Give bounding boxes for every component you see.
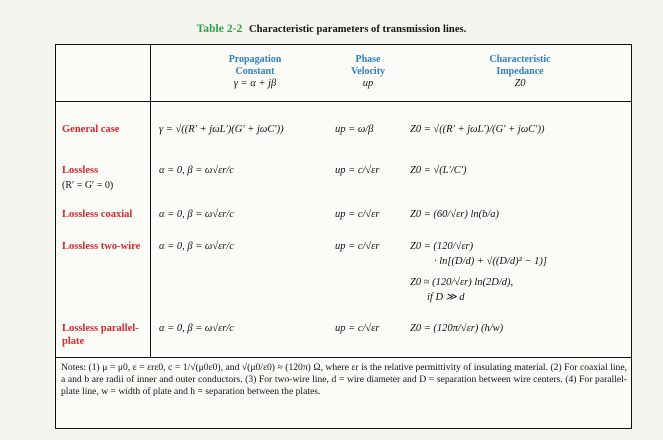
row-label-general-case: General case [62, 124, 120, 135]
header-characteristic-impedance: Characteristic Impedance Z0 [489, 54, 551, 89]
cell-lossless-propagation: α = 0, β = ω√εr/c [159, 165, 234, 176]
cell-two-wire-impedance-2: · ln[(D/d) + √((D/d)² − 1)] [434, 256, 547, 267]
cell-general-impedance: Z0 = √((R′ + jωL′)/(G′ + jωC′)) [410, 124, 545, 135]
table-title: Characteristic parameters of transmission lines. [249, 24, 467, 35]
cell-lossless-velocity: up = c/√εr [335, 165, 380, 176]
cell-coaxial-impedance: Z0 = (60/√εr) ln(b/a) [410, 209, 500, 220]
table-caption [0, 23, 663, 35]
header-phase-velocity: Phase Velocity up [350, 54, 386, 89]
header-propagation-constant: Propagation Constant γ = α + jβ [228, 54, 282, 89]
cell-parallel-plate-velocity: up = c/√εr [335, 323, 380, 334]
cell-parallel-plate-propagation: α = 0, β = ω√εr/c [159, 323, 234, 334]
row-condition-lossless: (R′ = G′ = 0) [62, 179, 114, 191]
cell-coaxial-propagation: α = 0, β = ω√εr/c [159, 209, 234, 220]
row-label-lossless: Lossless (R′ = G′ = 0) [62, 165, 114, 191]
cell-two-wire-impedance-3: Z0 ≈ (120/√εr) ln(2D/d), [410, 277, 514, 288]
cell-coaxial-velocity: up = c/√εr [335, 209, 380, 220]
cell-two-wire-impedance-1: Z0 = (120/√εr) [410, 241, 474, 252]
cell-general-velocity: up = ω/β [335, 124, 374, 135]
header-divider [55, 101, 632, 102]
cell-parallel-plate-impedance: Z0 = (120π/√εr) (h/w) [410, 323, 504, 334]
column-divider [150, 44, 151, 357]
cell-two-wire-impedance-4: if D ≫ d [427, 292, 465, 303]
cell-lossless-impedance: Z0 = √(L′/C′) [410, 165, 467, 176]
notes-divider [55, 357, 632, 358]
row-label-lossless-parallel-plate: Lossless parallel-plate [62, 323, 139, 347]
row-label-lossless-coaxial: Lossless coaxial [62, 209, 133, 220]
table-number: Table 2-2 [196, 23, 243, 35]
cell-two-wire-propagation: α = 0, β = ω√εr/c [159, 241, 234, 252]
row-label-lossless-two-wire: Lossless two-wire [62, 241, 141, 252]
table-notes: Notes: (1) μ = μ0, ε = εrε0, c = 1/√(μ0ε0), and √(μ0/ε0) ≈ (120π) Ω, where εr is the relative permittivity of insulating material. (2) For coaxial line, a and b are radii of inner and outer conductors. (3) For two-wire line, d = wire diameter and D = separation between wire centers. (4) For parallel-plate line, w = width of plate and h = separation between the plates. [61, 362, 627, 398]
cell-two-wire-velocity: up = c/√εr [335, 241, 380, 252]
cell-general-propagation: γ = √((R′ + jωL′)(G′ + jωC′)) [159, 124, 284, 135]
